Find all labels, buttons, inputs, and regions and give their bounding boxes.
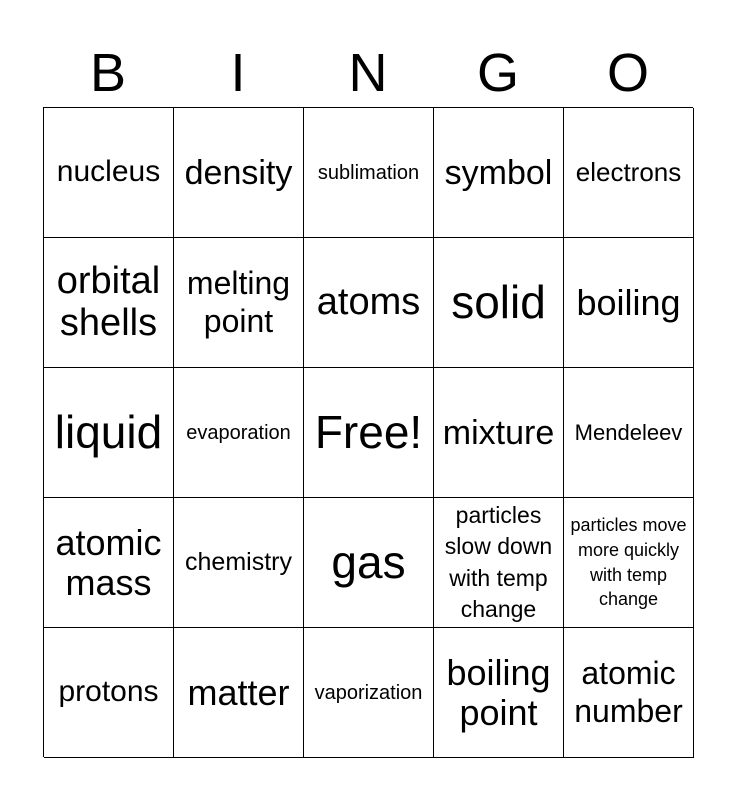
bingo-cell-r2-c2[interactable] (304, 368, 434, 498)
bingo-cell-r2-c3[interactable] (434, 368, 564, 498)
header-letter-g: G (476, 43, 519, 103)
cell-text: mixture (442, 413, 555, 452)
bingo-cell-r0-c3[interactable] (434, 108, 564, 238)
bingo-cell-r4-c4[interactable] (564, 628, 694, 758)
cell-text: nucleus (56, 155, 161, 189)
cell-text: matter (187, 671, 290, 713)
bingo-cell-r1-c1[interactable] (174, 238, 304, 368)
bingo-cell-r0-c0[interactable] (44, 108, 174, 238)
cell-text: Mendeleev (574, 419, 683, 445)
bingo-cell-r1-c4[interactable] (564, 238, 694, 368)
header-letter-b: B (89, 43, 127, 103)
header-letter-i: I (230, 43, 246, 103)
cell-text: vaporization (314, 681, 423, 704)
cell-text: orbital shells (56, 259, 161, 344)
cell-text: evaporation (186, 421, 291, 444)
bingo-cell-r4-c0[interactable] (44, 628, 174, 758)
cell-text: liquid (54, 406, 163, 459)
bingo-cell-r3-c1[interactable] (174, 498, 304, 628)
cell-text: atomic mass (55, 521, 162, 603)
bingo-header (43, 40, 693, 106)
cell-text: protons (58, 675, 159, 709)
cell-text: boiling point (446, 651, 551, 733)
bingo-cell-r1-c0[interactable] (44, 238, 174, 368)
bingo-board (43, 107, 693, 757)
header-letter-n: N (348, 43, 388, 103)
cell-text: boiling (576, 281, 681, 323)
cell-text: solid (451, 276, 546, 329)
cell-text: atomic number (574, 654, 683, 729)
free-space: Free! (314, 406, 423, 459)
bingo-cell-r3-c2[interactable] (304, 498, 434, 628)
bingo-cell-r1-c3[interactable] (434, 238, 564, 368)
bingo-cell-r0-c2[interactable] (304, 108, 434, 238)
bingo-cell-r3-c4[interactable] (564, 498, 694, 628)
bingo-cell-r1-c2[interactable] (304, 238, 434, 368)
cell-text: symbol (444, 153, 553, 192)
bingo-cell-r2-c4[interactable] (564, 368, 694, 498)
bingo-cell-r2-c0[interactable] (44, 368, 174, 498)
bingo-cell-r4-c2[interactable] (304, 628, 434, 758)
cell-text: gas (331, 536, 406, 589)
bingo-cell-r0-c4[interactable] (564, 108, 694, 238)
bingo-cell-r2-c1[interactable] (174, 368, 304, 498)
cell-text: electrons (575, 156, 682, 187)
header-letter-o: O (606, 43, 649, 103)
cell-text: melting point (186, 264, 291, 339)
cell-text: particles move more quickly with temp change (570, 514, 687, 610)
bingo-cell-r3-c3[interactable] (434, 498, 564, 628)
cell-text: chemistry (185, 547, 292, 576)
cell-text: sublimation (317, 161, 420, 184)
bingo-cell-r4-c3[interactable] (434, 628, 564, 758)
bingo-cell-r0-c1[interactable] (174, 108, 304, 238)
bingo-cell-r4-c1[interactable] (174, 628, 304, 758)
cell-text: particles slow down with temp change (444, 502, 553, 622)
bingo-cell-r3-c0[interactable] (44, 498, 174, 628)
cell-text: density (184, 153, 293, 192)
cell-text: atoms (316, 280, 421, 323)
